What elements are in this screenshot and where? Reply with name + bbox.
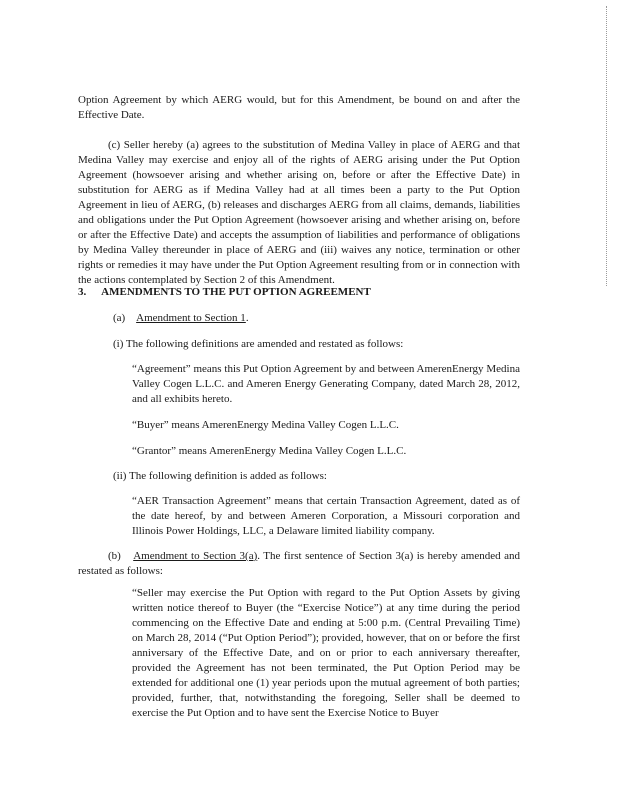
item-ii: (ii) The following definition is added as follows: — [113, 470, 327, 482]
section-heading — [78, 285, 520, 300]
section-number: 3. — [78, 286, 87, 298]
section-title: AMENDMENTS TO THE PUT OPTION AGREEMENT — [101, 286, 371, 298]
scan-edge-mark — [605, 6, 607, 286]
intro-paragraph: Option Agreement by which AERG would, but for this Amendment, be bound on and after the Effective Date. — [78, 94, 520, 121]
definition-grantor: “Grantor” means AmerenEnergy Medina Valley Cogen L.L.C. — [132, 445, 407, 457]
item-a-prefix: (a) — [113, 312, 126, 324]
item-b — [78, 549, 520, 579]
paragraph-c: (c) Seller hereby (a) agrees to the substitution of Medina Valley in place of AERG and that Medina Valley may exercise and enjoy all of the rights of AERG arising under the Put Option Agreement (howsoever arising and whether arising on, before or after the Effective Date) in substitution for AERG as if Medina Valley had at all times been a party to the Put Option Agreement in lieu of AERG, (b) releases and discharges AERG from all claims, demands, liabilities and obligations under the Put Option Agreement (howsoever arising and whether arising on, before or after the Effective Date) and accepts the assumption of liabilities and performance of obligations by Medina Valley thereunder in place of AERG and (iii) waives any notice, termination or other rights or remedies it may have under the Put Option Agreement resulting from or in connection with the actions contemplated by Section 2 of this Amendment. — [78, 139, 520, 286]
quoted-provision: “Seller may exercise the Put Option with regard to the Put Option Assets by giving written notice thereof to Buyer (the “Exercise Notice”) at any time during the period commencing on the Effective Date and ending at 5:00 p.m. (Central Prevailing Time) on March 28, 2014 (“Put Option Period”); provided, however, that on or before the first anniversary of the Effective Date, and on or prior to each anniversary thereafter, provided the Agreement has not been terminated, the Put Option Period may be extended for additional one (1) year periods upon the mutual agreement of both parties; provided, further, that, notwithstanding the foregoing, Seller shall be deemed to exercise the Put Option and to have sent the Exercise Notice to Buyer — [132, 587, 520, 719]
item-b-link: Amendment to Section 3(a) — [133, 550, 258, 562]
item-a-suffix: . — [245, 312, 249, 324]
definition-aer-transaction: “AER Transaction Agreement” means that certain Transaction Agreement, dated as of the date hereof, by and between Ameren Corporation, a Missouri corporation and Illinois Power Holdings, LLC, a Delaware limited liability company. — [132, 495, 520, 537]
item-b-prefix: (b) — [108, 550, 121, 562]
item-i: (i) The following definitions are amended and restated as follows: — [113, 338, 404, 350]
item-a-link: Amendment to Section 1 — [136, 312, 246, 324]
item-b-rest: . The first sentence of Section 3(a) is hereby amended and restated as follows: — [78, 550, 520, 577]
item-a — [113, 311, 513, 326]
definition-buyer: “Buyer” means AmerenEnergy Medina Valley Cogen L.L.C. — [132, 419, 399, 431]
definition-agreement: “Agreement” means this Put Option Agreement by and between AmerenEnergy Medina Valley Cogen L.L.C. and Ameren Energy Generating Company, dated March 28, 2012, and all exhibits hereto. — [132, 363, 520, 405]
